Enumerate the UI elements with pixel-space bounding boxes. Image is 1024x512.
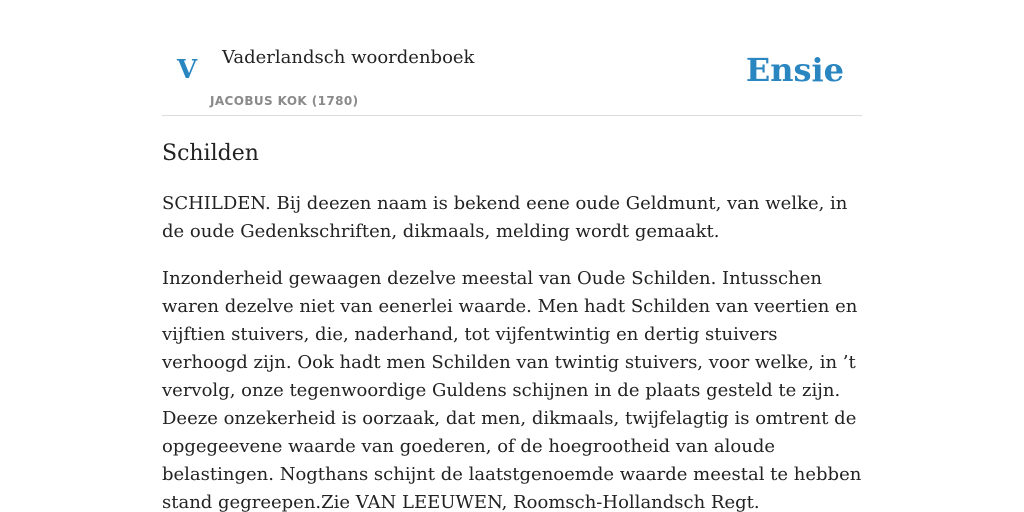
entry-content <box>162 138 862 512</box>
source-author: JACOBUS KOK (1780) <box>210 94 359 108</box>
ensie-logo[interactable]: Ensie <box>745 51 844 89</box>
entry-paragraph: Inzonderheid gewaagen dezelve meestal van Oude Schilden. Intusschen waren dezelve niet van eenerlei waarde. Men hadt Schilden van veertien en vijftien stuivers, die, naderhand, tot vijfentwintig en dertig stuivers verhoogd zijn. Ook hadt men Schilden van twintig stuivers, voor welke, in ’t vervolg, onze tegenwoordige Guldens schijnen in de plaats gesteld te zijn. Deeze onzekerheid is oorzaak, dat men, dikmaals, twijfelagtig is omtrent de opgegeevene waarde van goederen, of de hoegrootheid van aloude belastingen. Nogthans schijnt de laatstgenoemde waarde meestal te hebben stand gegreepen.Zie VAN LEEUWEN, Roomsch-Hollandsch Regt. <box>162 268 862 512</box>
source-header <box>162 0 862 116</box>
source-title-link[interactable]: Vaderlandsch woordenboek <box>222 47 475 68</box>
source-letter-badge[interactable]: V <box>177 55 198 85</box>
entry-paragraph: SCHILDEN. Bij deezen naam is bekend eene oude Geldmunt, van welke, in de oude Gedenkschriften, dikmaals, melding wordt gemaakt. <box>162 193 848 242</box>
entry-title: Schilden <box>162 141 259 166</box>
